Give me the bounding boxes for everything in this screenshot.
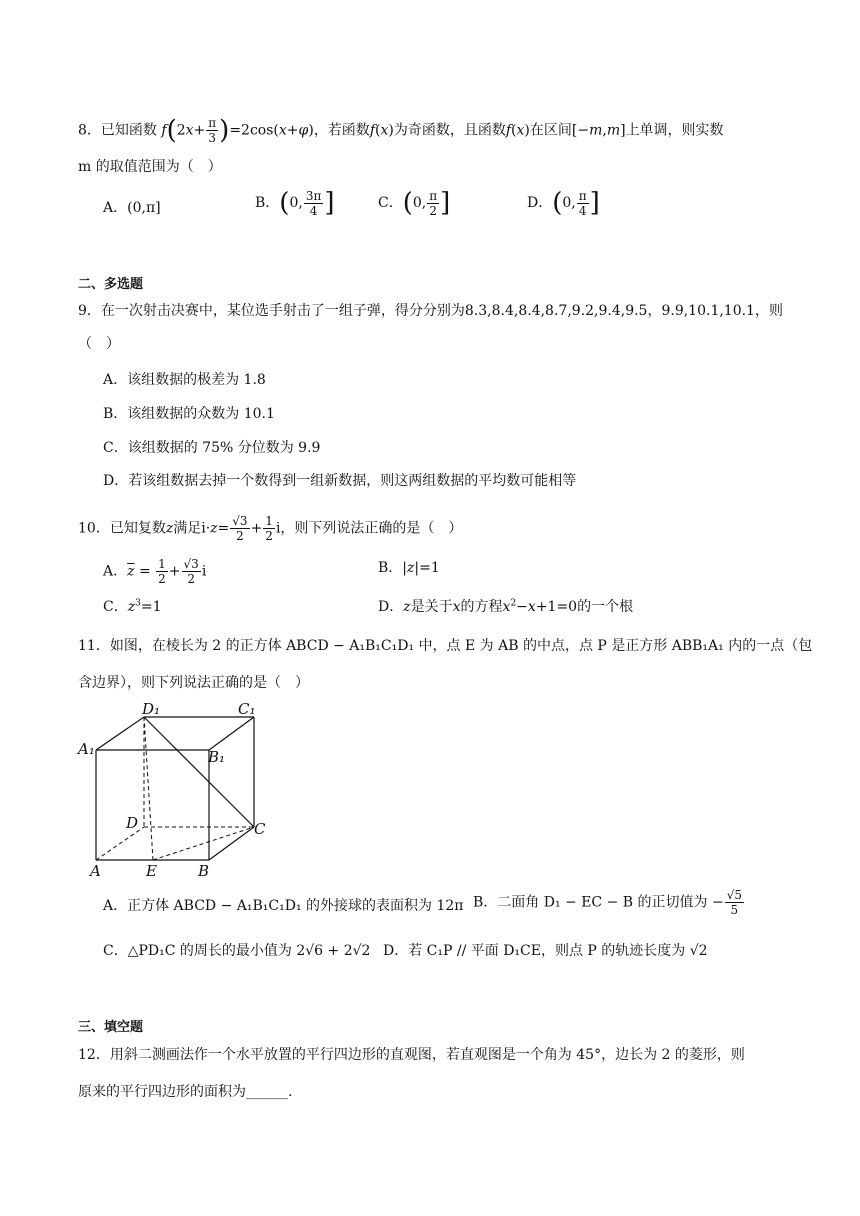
q8-option-b[interactable]: B．(0, $\frac{3\pi}{4}$ ] xyxy=(255,188,335,218)
segment-e-d1 xyxy=(144,717,153,860)
label-e: E xyxy=(146,862,157,880)
q8-option-d[interactable]: D．(0, $\frac{\pi}{4}$ ] xyxy=(527,188,600,218)
q9-line1: 9．在一次射击决赛中，某位选手射击了一组子弹，得分分别为8.3,8.4,8.4,8.7,9.2,9.4,9.5，9.9,10.1,10.1，则 xyxy=(78,303,783,319)
q8-option-a[interactable]: A．(0,π] xyxy=(103,200,161,216)
section-title-multi-choice: 二、多选题 xyxy=(78,277,144,292)
q9-option-c[interactable]: C．该组数据的 75% 分位数为 9.9 xyxy=(103,440,321,456)
label-c1: C₁ xyxy=(238,700,256,718)
q10-option-d[interactable]: D．z是关于x的方程$x^2-x+1=0$的一个根 xyxy=(378,598,634,615)
q11-option-d[interactable]: D．若 C₁P // 平面 D₁CE，则点 P 的轨迹长度为 √2 xyxy=(383,943,708,959)
edge-b1-c1 xyxy=(209,717,254,750)
q11-line1: 11．如图，在棱长为 2 的正方体 ABCD − A₁B₁C₁D₁ 中，点 E 为 AB 的中点，点 P 是正方形 ABB₁A₁ 内的一点（包 xyxy=(78,638,813,654)
q10-line1: 10．已知复数z满足i·z= $\frac{√3}{2}$ + $\frac{1}{2}$ i，则下列说法正确的是（ ） xyxy=(78,514,463,543)
q11-line2: 含边界），则下列说法正确的是（ ） xyxy=(78,675,309,691)
q9-option-b[interactable]: B．该组数据的众数为 10.1 xyxy=(103,406,275,422)
q8-line2: m 的取值范围为（ ） xyxy=(78,159,222,175)
q11-option-a[interactable]: A．正方体 ABCD − A₁B₁C₁D₁ 的外接球的表面积为 12π xyxy=(103,898,464,914)
cube-figure xyxy=(76,700,276,880)
q11-option-c[interactable]: C．△PD₁C 的周长的最小值为 2√6 + 2√2 xyxy=(103,943,371,959)
q8-text: 8．已知函数 xyxy=(78,122,157,139)
label-a1: A₁ xyxy=(78,740,95,758)
q12-line2: 原来的平行四边形的面积为______. xyxy=(78,1084,293,1100)
label-d1: D₁ xyxy=(142,700,161,718)
label-a: A xyxy=(90,862,101,880)
q9-option-a[interactable]: A．该组数据的极差为 1.8 xyxy=(103,372,266,388)
q10-option-c[interactable]: C．$z^3=1$ xyxy=(103,598,162,615)
q8-option-c[interactable]: C．(0, $\frac{\pi}{2}$ ] xyxy=(378,188,451,218)
label-d: D xyxy=(126,814,139,832)
q11-option-b[interactable]: B．二面角 D₁ − EC − B 的正切值为 − $\frac{√5}{5}$ xyxy=(473,888,742,917)
segment-d1-c xyxy=(144,717,254,827)
label-b1: B₁ xyxy=(208,748,226,766)
q9-option-d[interactable]: D．若该组数据去掉一个数得到一组新数据，则这两组数据的平均数可能相等 xyxy=(103,473,577,489)
q10-option-b[interactable]: B．|z|=1 xyxy=(378,560,440,576)
q8-line1: 8．已知函数 f(2x+ $\frac{\pi}{3}$ )=2cos(x+φ)，若函数f(x)为奇函数，且函数f(x)在区间[−m,m]上单调，则实数 xyxy=(78,115,724,146)
q9-line2: （ ） xyxy=(78,336,120,352)
q12-line1: 12．用斜二测画法作一个水平放置的平行四边形的直观图，若直观图是一个角为 45°，边长为 2 的菱形，则 xyxy=(78,1047,745,1063)
edge-a1-d1 xyxy=(96,717,144,750)
section-title-fill-blank: 三、填空题 xyxy=(78,1020,144,1035)
edge-b-c xyxy=(209,827,254,860)
segment-e-c xyxy=(153,827,254,860)
q10-option-a[interactable]: A．$\overline{z}$ = $\frac{1}{2}$ + $\frac{√3}{2}$ i xyxy=(103,557,207,586)
label-c: C xyxy=(254,820,266,838)
label-b: B xyxy=(198,862,210,880)
